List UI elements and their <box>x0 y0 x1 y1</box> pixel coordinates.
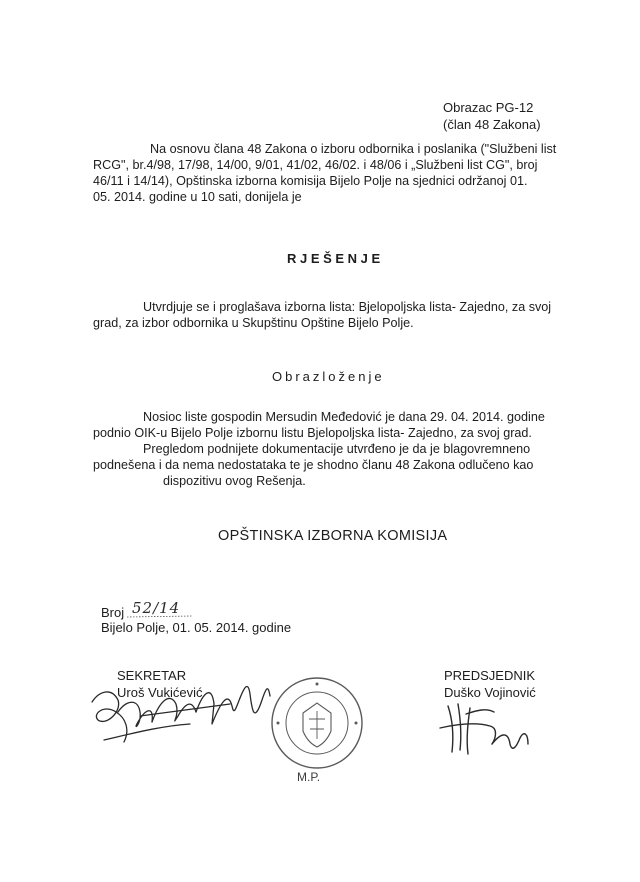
reasoning-line: dispozitivu ovog Rešenja. <box>163 474 306 488</box>
reference-number-label: Broj <box>101 605 125 620</box>
place-date: Bijelo Polje, 01. 05. 2014. godine <box>101 620 292 635</box>
preamble-line: 05. 2014. godine u 10 sati, donijela je <box>93 190 302 204</box>
reasoning-line: podnešena i da nema nedostataka te je shodno članu 48 Zakona odlučeno kao <box>93 458 534 472</box>
decision-title: RJEŠENJE <box>287 251 384 266</box>
reasoning-line: podnio OIK-u Bijelo Polje izbornu listu Bjelopoljska lista- Zajedno, za svoj grad. <box>93 426 532 440</box>
form-article: (član 48 Zakona) <box>443 117 541 132</box>
preamble-line: RCG", br.4/98, 17/98, 14/00, 9/01, 41/02, 46/02. i 48/06 i „Službeni list CG", broj <box>93 158 538 172</box>
commission-name: OPŠTINSKA IZBORNA KOMISIJA <box>218 528 448 544</box>
secretary-name: Uroš Vukićević <box>117 685 203 700</box>
decision-line: grad, za izbor odbornika u Skupštinu Opštine Bijelo Polje. <box>93 316 414 330</box>
secretary-role: SEKRETAR <box>117 668 187 683</box>
stamp-mp: M.P. <box>297 770 321 784</box>
preamble-line: 46/11 i 14/14), Opštinska izborna komisija Bijelo Polje na sjednici održanoj 01. <box>93 174 528 188</box>
reasoning-line: Nosioc liste gospodin Mersudin Međedović je dana 29. 04. 2014. godine <box>143 410 545 424</box>
preamble-line: Na osnovu člana 48 Zakona o izboru odbornika i poslanika ("Službeni list <box>150 142 557 156</box>
reasoning-title: Obrazloženje <box>272 369 385 384</box>
form-code: Obrazac PG-12 <box>443 100 534 115</box>
reference-number-handwritten: 52/14 <box>132 599 181 617</box>
reasoning-line: Pregledom podnijete dokumentacije utvrđeno je da je blagovremneno <box>143 442 531 456</box>
president-name: Duško Vojinović <box>444 685 536 700</box>
decision-line: Utvrdjuje se i proglašava izborna lista: Bjelopoljska lista- Zajedno, za svoj <box>143 300 552 314</box>
president-role: PREDSJEDNIK <box>444 668 536 683</box>
